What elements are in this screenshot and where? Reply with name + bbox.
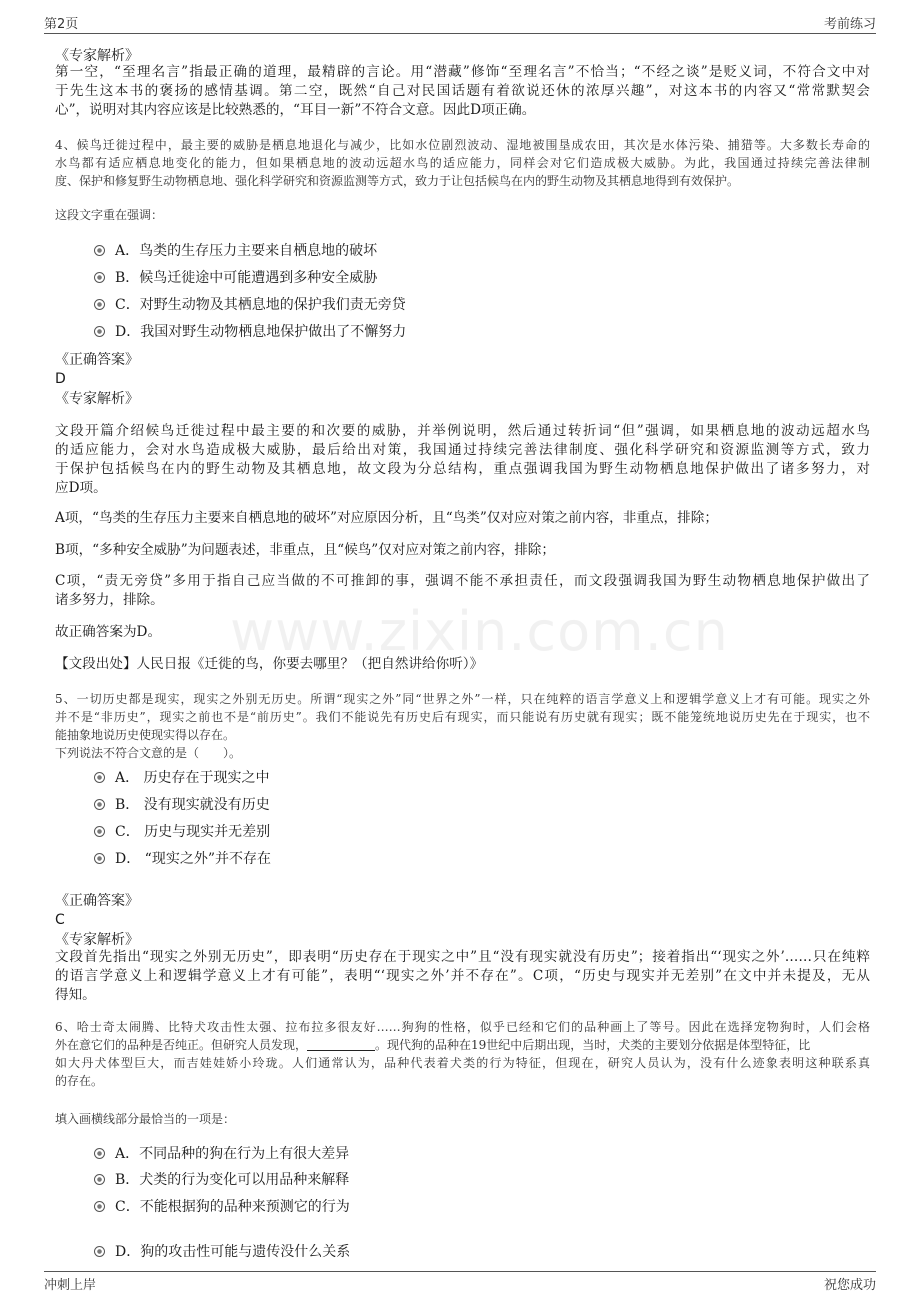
option-label: D．狗的攻击性可能与遗传没什么关系 [115,1244,351,1260]
source-line: 【文段出处】人民日报《迁徙的鸟，你要去哪里？（把自然讲给你听）》 [55,656,484,672]
radio-icon[interactable] [94,799,105,810]
analysis-line: 于先生这本书的褒扬的感情基调。第二空，既然“自己对民国话题有着欲说还休的浓厚兴趣”，对这本书的内容又“常常默契会 [55,83,870,99]
correct-answer: C [55,912,65,928]
stem-line: 6、哈士奇太闹腾、比特犬攻击性太强、拉布拉多很友好……狗狗的性格，似乎已经和它们的品种画上了等号。因此在选择宠物狗时，人们会格 [55,1020,870,1034]
radio-icon[interactable] [94,1201,105,1212]
option-label: C． 历史与现实并无差别 [115,824,271,840]
page-number: 第2页 [44,17,79,32]
radio-icon[interactable] [94,1246,105,1257]
q5-option-d[interactable] [94,848,271,870]
q5-option-b[interactable] [94,794,270,816]
stem-line: 能抽象地说历史使现实得以存在。 [55,728,236,742]
option-label: B．候鸟迁徙途中可能遭遇到多种安全威胁 [115,270,378,286]
analysis-line: B项，“多种安全威胁”为问题表述，非重点，且“候鸟”仅对应对策之前内容，排除； [55,542,555,558]
q4-option-b[interactable] [94,267,377,289]
option-label: B．犬类的行为变化可以用品种来解释 [115,1172,350,1188]
analysis-line: 的适应能力，会对水鸟造成极大威胁，最后给出对策，我国通过持续完善法律制度、强化科学研究和资源监测等方式，致力 [55,442,870,458]
q4-conclusion [55,623,870,642]
q6-option-a[interactable] [94,1143,349,1165]
analysis-line: 诸多努力，排除。 [55,592,164,608]
footer-right: 祝您成功 [823,1278,876,1293]
q6-option-b[interactable] [94,1169,349,1191]
stem-line: 水鸟都有适应栖息地变化的能力，但如果栖息地的波动远超水鸟的适应能力，同样会对它们造成极大威胁。为此，我国通过持续完善法律制 [55,156,870,170]
page-footer [44,1271,876,1298]
watermark: www.zixin.com.cn [230,600,729,663]
analysis-line: A项，“鸟类的生存压力主要来自栖息地的破坏”对应原因分析，且“鸟类”仅对应对策之前内容，非重点，排除； [55,510,718,526]
expert-analysis-label: 《专家解析》 [55,48,139,64]
stem-fragment: 外在意它们的品种是否纯正。但研究人员发现， [55,1038,308,1052]
correct-answer: D [55,371,66,387]
option-label: A． 历史存在于现实之中 [115,770,270,786]
stem-line: 并不是“非历史”，现实之前也不是“前历史”。我们不能说先有历史后有现实，而只能说有历史就有现实；既不能笼统地说历史先在于现实，也不 [55,710,870,724]
question-text: 这段文字重在强调： [55,208,164,222]
option-label: A．不同品种的狗在行为上有很大差异 [115,1146,350,1162]
option-label: C．对野生动物及其栖息地的保护我们责无旁贷 [115,297,406,313]
analysis-line: 应D项。 [55,480,107,496]
radio-icon[interactable] [94,1148,105,1159]
question-text: 填入画横线部分最恰当的一项是： [55,1112,236,1126]
radio-icon[interactable] [94,326,105,337]
analysis-line: 于保护包括候鸟在内的野生动物及其栖息地，故文段为分总结构，重点强调我国为野生动物栖息地保护做出了诸多努力，对 [55,461,870,477]
analysis-line: 文段首先指出“现实之外别无历史”，即表明“历史存在于现实之中”且“没有现实就没有历史”；接着指出“‘现实之外’……只在纯粹 [55,949,870,965]
radio-icon[interactable] [94,826,105,837]
page-header [44,13,876,34]
q4-option-d[interactable] [94,321,406,343]
expert-analysis-label: 《专家解析》 [55,932,139,948]
option-label: D．我国对野生动物栖息地保护做出了不懈努力 [115,324,407,340]
option-label: A．鸟类的生存压力主要来自栖息地的破坏 [115,243,378,259]
header-title: 考前练习 [823,17,876,32]
radio-icon[interactable] [94,772,105,783]
radio-icon[interactable] [94,245,105,256]
q4-option-b-note [55,541,870,560]
stem-line: 的存在。 [55,1074,104,1088]
stem-fragment: 。现代狗的品种在19世纪中后期出现，当时，犬类的主要划分依据是体型特征，比 [375,1038,811,1052]
option-label: D． “现实之外”并不存在 [115,851,271,867]
expert-analysis-label: 《专家解析》 [55,391,139,407]
footer-left: 冲刺上岸 [44,1278,97,1293]
option-label: C．不能根据狗的品种来预测它的行为 [115,1199,350,1215]
stem-line: 4、候鸟迁徙过程中，最主要的威胁是栖息地退化与减少，比如水位剧烈波动、湿地被围垦成农田，其次是水体污染、捕猎等。大多数长寿命的 [55,138,870,152]
question-text: 下列说法不符合文意的是（ ）。 [55,746,242,760]
q4-stem [55,136,870,190]
correct-answer-label: 《正确答案》 [55,352,139,368]
option-label: B． 没有现实就没有历史 [115,797,270,813]
analysis-line: 第一空，“至理名言”指最正确的道理，最精辟的言论。用“潜藏”修饰“至理名言”不恰当；“不经之谈”是贬义词，不符合文中对 [55,64,870,80]
q5-stem [55,690,870,762]
q4-option-c[interactable] [94,294,406,316]
q4-option-a[interactable] [94,240,377,262]
q3-analysis [55,63,870,120]
q6-option-d[interactable] [94,1241,350,1263]
analysis-line: 文段开篇介绍候鸟迁徙过程中最主要的和次要的威胁，并举例说明，然后通过转折词“但”强调，如果栖息地的波动远超水鸟 [55,423,870,439]
stem-line: 如大丹犬体型巨大，而吉娃娃娇小玲珑。人们通常认为，品种代表着犬类的行为特征，但现在，研究人员认为，没有什么迹象表明这种联系真 [55,1056,870,1070]
q5-option-c[interactable] [94,821,270,843]
analysis-line: 得知。 [55,987,96,1003]
q4-option-c-note [55,572,870,610]
q4-analysis [55,422,870,498]
q5-analysis [55,948,870,1005]
q4-source [55,655,870,674]
analysis-line: 心”，说明对其内容应该是比较熟悉的，“耳目一新”不符合文意。因此D项正确。 [55,102,536,118]
radio-icon[interactable] [94,1174,105,1185]
fill-blank [307,1038,375,1051]
analysis-line: 故正确答案为D。 [55,624,162,640]
radio-icon[interactable] [94,299,105,310]
q4-question [55,206,870,224]
stem-line: 5、一切历史都是现实，现实之外别无历史。所谓“现实之外”同“世界之外”一样，只在纯粹的语言学意义上和逻辑学意义上才有可能。现实之外 [55,692,870,706]
stem-line: 度、保护和修复野生动物栖息地、强化科学研究和资源监测等方式，致力于让包括候鸟在内的野生动物及其栖息地得到有效保护。 [55,174,740,188]
analysis-line: C项，“责无旁贷”多用于指自己应当做的不可推卸的事，强调不能不承担责任，而文段强调我国为野生动物栖息地保护做出了 [55,573,870,589]
q6-option-c[interactable] [94,1196,350,1218]
q5-option-a[interactable] [94,767,270,789]
q6-question [55,1110,870,1128]
q4-option-a-note [55,509,870,528]
q6-stem [55,1018,870,1090]
radio-icon[interactable] [94,853,105,864]
analysis-line: 的语言学意义上和逻辑学意义上才有可能”，表明“‘现实之外’并不存在”。C项，“历史与现实并无差别”在文中并未提及，无从 [55,968,870,984]
stem-line [55,1036,870,1054]
correct-answer-label: 《正确答案》 [55,893,139,909]
radio-icon[interactable] [94,272,105,283]
